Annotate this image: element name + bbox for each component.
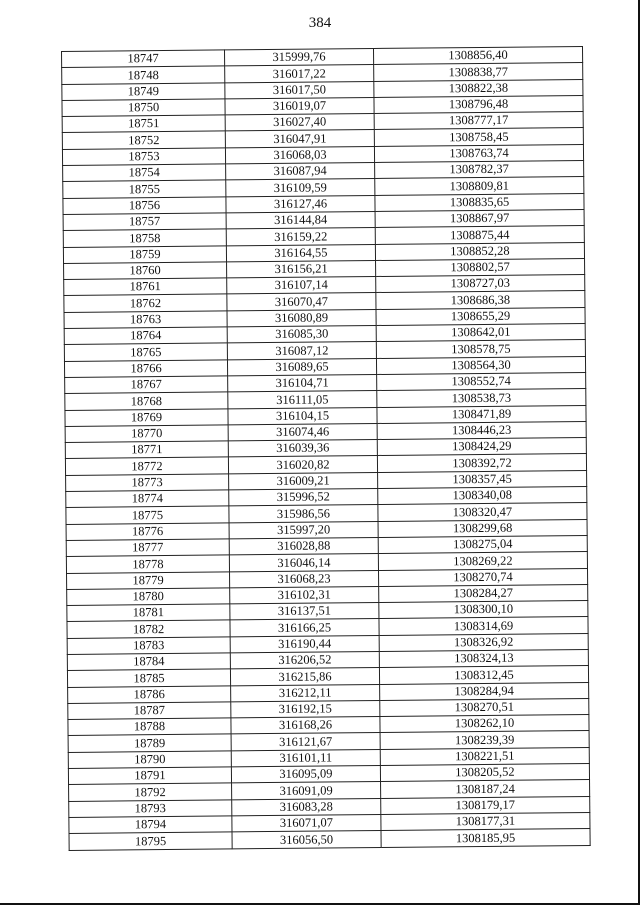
point-number-cell: 18774	[66, 490, 229, 508]
x-coordinate-cell: 316071,07	[232, 814, 381, 832]
x-coordinate-cell: 316127,46	[226, 195, 375, 213]
point-number-cell: 18756	[63, 197, 226, 215]
point-number-cell: 18747	[62, 50, 225, 68]
y-coordinate-cell: 1308655,29	[376, 307, 585, 325]
x-coordinate-cell: 316046,14	[229, 554, 378, 572]
x-coordinate-cell: 316017,22	[225, 65, 374, 83]
point-number-cell: 18769	[65, 408, 228, 426]
y-coordinate-cell: 1308185,95	[381, 829, 590, 847]
x-coordinate-cell: 316068,03	[225, 146, 374, 164]
y-coordinate-cell: 1308187,24	[381, 780, 590, 798]
x-coordinate-cell: 316017,50	[225, 81, 374, 99]
point-number-cell: 18763	[64, 311, 227, 329]
page-number: 384	[308, 15, 332, 31]
x-coordinate-cell: 316027,40	[225, 114, 374, 132]
point-number-cell: 18761	[64, 278, 227, 296]
x-coordinate-cell: 316068,23	[230, 570, 379, 588]
point-number-cell: 18748	[62, 66, 225, 84]
x-coordinate-cell: 316070,47	[227, 293, 376, 311]
y-coordinate-cell: 1308777,17	[374, 112, 583, 130]
coordinates-table	[61, 46, 591, 851]
point-number-cell: 18765	[64, 343, 227, 361]
point-number-cell: 18752	[62, 131, 225, 149]
point-number-cell: 18786	[68, 685, 231, 703]
y-coordinate-cell: 1308686,38	[376, 291, 585, 309]
y-coordinate-cell: 1308392,72	[377, 454, 586, 472]
y-coordinate-cell: 1308471,89	[377, 405, 586, 423]
x-coordinate-cell: 316137,51	[230, 603, 379, 621]
x-coordinate-cell: 316091,09	[232, 782, 381, 800]
point-number-cell: 18792	[69, 783, 232, 801]
point-number-cell: 18781	[67, 604, 230, 622]
x-coordinate-cell: 316107,14	[227, 277, 376, 295]
x-coordinate-cell: 316083,28	[232, 798, 381, 816]
point-number-cell: 18773	[66, 474, 229, 492]
point-number-cell: 18753	[62, 148, 225, 166]
y-coordinate-cell: 1308284,94	[380, 682, 589, 700]
x-coordinate-cell: 316206,52	[230, 651, 379, 669]
y-coordinate-cell: 1308269,22	[378, 552, 587, 570]
x-coordinate-cell: 316159,22	[226, 228, 375, 246]
x-coordinate-cell: 316039,36	[228, 440, 377, 458]
point-number-cell: 18772	[65, 457, 228, 475]
y-coordinate-cell: 1308284,27	[379, 584, 588, 602]
y-coordinate-cell: 1308875,44	[375, 226, 584, 244]
x-coordinate-cell: 316087,12	[227, 342, 376, 360]
point-number-cell: 18782	[67, 620, 230, 638]
y-coordinate-cell: 1308340,08	[378, 486, 587, 504]
point-number-cell: 18785	[67, 669, 230, 687]
x-coordinate-cell: 316102,31	[230, 586, 379, 604]
point-number-cell: 18787	[68, 702, 231, 720]
y-coordinate-cell: 1308326,92	[379, 633, 588, 651]
x-coordinate-cell: 316085,30	[227, 326, 376, 344]
point-number-cell: 18795	[69, 832, 232, 850]
point-number-cell: 18766	[64, 360, 227, 378]
y-coordinate-cell: 1308320,47	[378, 503, 587, 521]
point-number-cell: 18789	[68, 734, 231, 752]
y-coordinate-cell: 1308809,81	[375, 177, 584, 195]
point-number-cell: 18780	[67, 588, 230, 606]
point-number-cell: 18767	[65, 376, 228, 394]
y-coordinate-cell: 1308758,45	[374, 128, 583, 146]
point-number-cell: 18770	[65, 425, 228, 443]
x-coordinate-cell: 316056,50	[232, 831, 381, 849]
x-coordinate-cell: 316121,67	[231, 733, 380, 751]
x-coordinate-cell: 315997,20	[229, 521, 378, 539]
y-coordinate-cell: 1308822,38	[374, 79, 583, 97]
y-coordinate-cell: 1308578,75	[376, 340, 585, 358]
point-number-cell: 18778	[66, 555, 229, 573]
y-coordinate-cell: 1308838,77	[374, 63, 583, 81]
y-coordinate-cell: 1308312,45	[379, 666, 588, 684]
x-coordinate-cell: 316104,15	[228, 407, 377, 425]
point-number-cell: 18771	[65, 441, 228, 459]
point-number-cell: 18779	[67, 571, 230, 589]
x-coordinate-cell: 316111,05	[228, 391, 377, 409]
y-coordinate-cell: 1308538,73	[377, 389, 586, 407]
y-coordinate-cell: 1308275,04	[378, 535, 587, 553]
y-coordinate-cell: 1308300,10	[379, 601, 588, 619]
y-coordinate-cell: 1308357,45	[378, 470, 587, 488]
y-coordinate-cell: 1308835,65	[375, 193, 584, 211]
point-number-cell: 18758	[63, 229, 226, 247]
x-coordinate-cell: 316168,26	[231, 717, 380, 735]
x-coordinate-cell: 316109,59	[226, 179, 375, 197]
point-number-cell: 18751	[62, 115, 225, 133]
x-coordinate-cell: 316166,25	[230, 619, 379, 637]
point-number-cell: 18760	[64, 262, 227, 280]
x-coordinate-cell: 316087,94	[226, 163, 375, 181]
x-coordinate-cell: 316047,91	[225, 130, 374, 148]
x-coordinate-cell: 316104,71	[228, 374, 377, 392]
y-coordinate-cell: 1308856,40	[373, 46, 582, 64]
point-number-cell: 18793	[69, 800, 232, 818]
point-number-cell: 18757	[63, 213, 226, 231]
x-coordinate-cell: 316028,88	[229, 537, 378, 555]
y-coordinate-cell: 1308177,31	[381, 812, 590, 830]
x-coordinate-cell: 315999,76	[224, 49, 373, 67]
point-number-cell: 18762	[64, 294, 227, 312]
x-coordinate-cell: 316190,44	[230, 635, 379, 653]
point-number-cell: 18784	[67, 653, 230, 671]
y-coordinate-cell: 1308796,48	[374, 95, 583, 113]
x-coordinate-cell: 316192,15	[231, 700, 380, 718]
y-coordinate-cell: 1308270,51	[380, 698, 589, 716]
x-coordinate-cell: 316019,07	[225, 97, 374, 115]
x-coordinate-cell: 316164,55	[226, 244, 375, 262]
y-coordinate-cell: 1308867,97	[375, 209, 584, 227]
y-coordinate-cell: 1308802,57	[376, 258, 585, 276]
point-number-cell: 18788	[68, 718, 231, 736]
y-coordinate-cell: 1308782,37	[375, 161, 584, 179]
x-coordinate-cell: 316074,46	[228, 423, 377, 441]
point-number-cell: 18794	[69, 816, 232, 834]
y-coordinate-cell: 1308424,29	[377, 438, 586, 456]
point-number-cell: 18768	[65, 392, 228, 410]
y-coordinate-cell: 1308324,13	[379, 649, 588, 667]
point-number-cell: 18764	[64, 327, 227, 345]
x-coordinate-cell: 316089,65	[227, 358, 376, 376]
y-coordinate-cell: 1308727,03	[376, 275, 585, 293]
point-number-cell: 18777	[66, 539, 229, 557]
x-coordinate-cell: 315996,52	[229, 488, 378, 506]
y-coordinate-cell: 1308763,74	[374, 144, 583, 162]
x-coordinate-cell: 316144,84	[226, 211, 375, 229]
y-coordinate-cell: 1308564,30	[376, 356, 585, 374]
y-coordinate-cell: 1308205,52	[380, 764, 589, 782]
point-number-cell: 18759	[63, 245, 226, 263]
x-coordinate-cell: 316009,21	[229, 472, 378, 490]
coordinates-table-body	[62, 46, 591, 850]
x-coordinate-cell: 316156,21	[227, 260, 376, 278]
y-coordinate-cell: 1308446,23	[377, 421, 586, 439]
point-number-cell: 18749	[62, 83, 225, 101]
point-number-cell: 18791	[68, 767, 231, 785]
point-number-cell: 18755	[63, 180, 226, 198]
x-coordinate-cell: 316020,82	[228, 456, 377, 474]
point-number-cell: 18750	[62, 99, 225, 117]
x-coordinate-cell: 316080,89	[227, 309, 376, 327]
x-coordinate-cell: 316212,11	[231, 684, 380, 702]
y-coordinate-cell: 1308179,17	[381, 796, 590, 814]
point-number-cell: 18783	[67, 637, 230, 655]
y-coordinate-cell: 1308270,74	[378, 568, 587, 586]
point-number-cell: 18790	[68, 751, 231, 769]
x-coordinate-cell: 316095,09	[231, 766, 380, 784]
x-coordinate-cell: 315986,56	[229, 505, 378, 523]
x-coordinate-cell: 316215,86	[230, 668, 379, 686]
y-coordinate-cell: 1308262,10	[380, 715, 589, 733]
y-coordinate-cell: 1308852,28	[375, 242, 584, 260]
point-number-cell: 18775	[66, 506, 229, 524]
y-coordinate-cell: 1308299,68	[378, 519, 587, 537]
y-coordinate-cell: 1308552,74	[377, 372, 586, 390]
x-coordinate-cell: 316101,11	[231, 749, 380, 767]
point-number-cell: 18754	[63, 164, 226, 182]
point-number-cell: 18776	[66, 523, 229, 541]
y-coordinate-cell: 1308314,69	[379, 617, 588, 635]
y-coordinate-cell: 1308642,01	[376, 324, 585, 342]
y-coordinate-cell: 1308221,51	[380, 747, 589, 765]
y-coordinate-cell: 1308239,39	[380, 731, 589, 749]
